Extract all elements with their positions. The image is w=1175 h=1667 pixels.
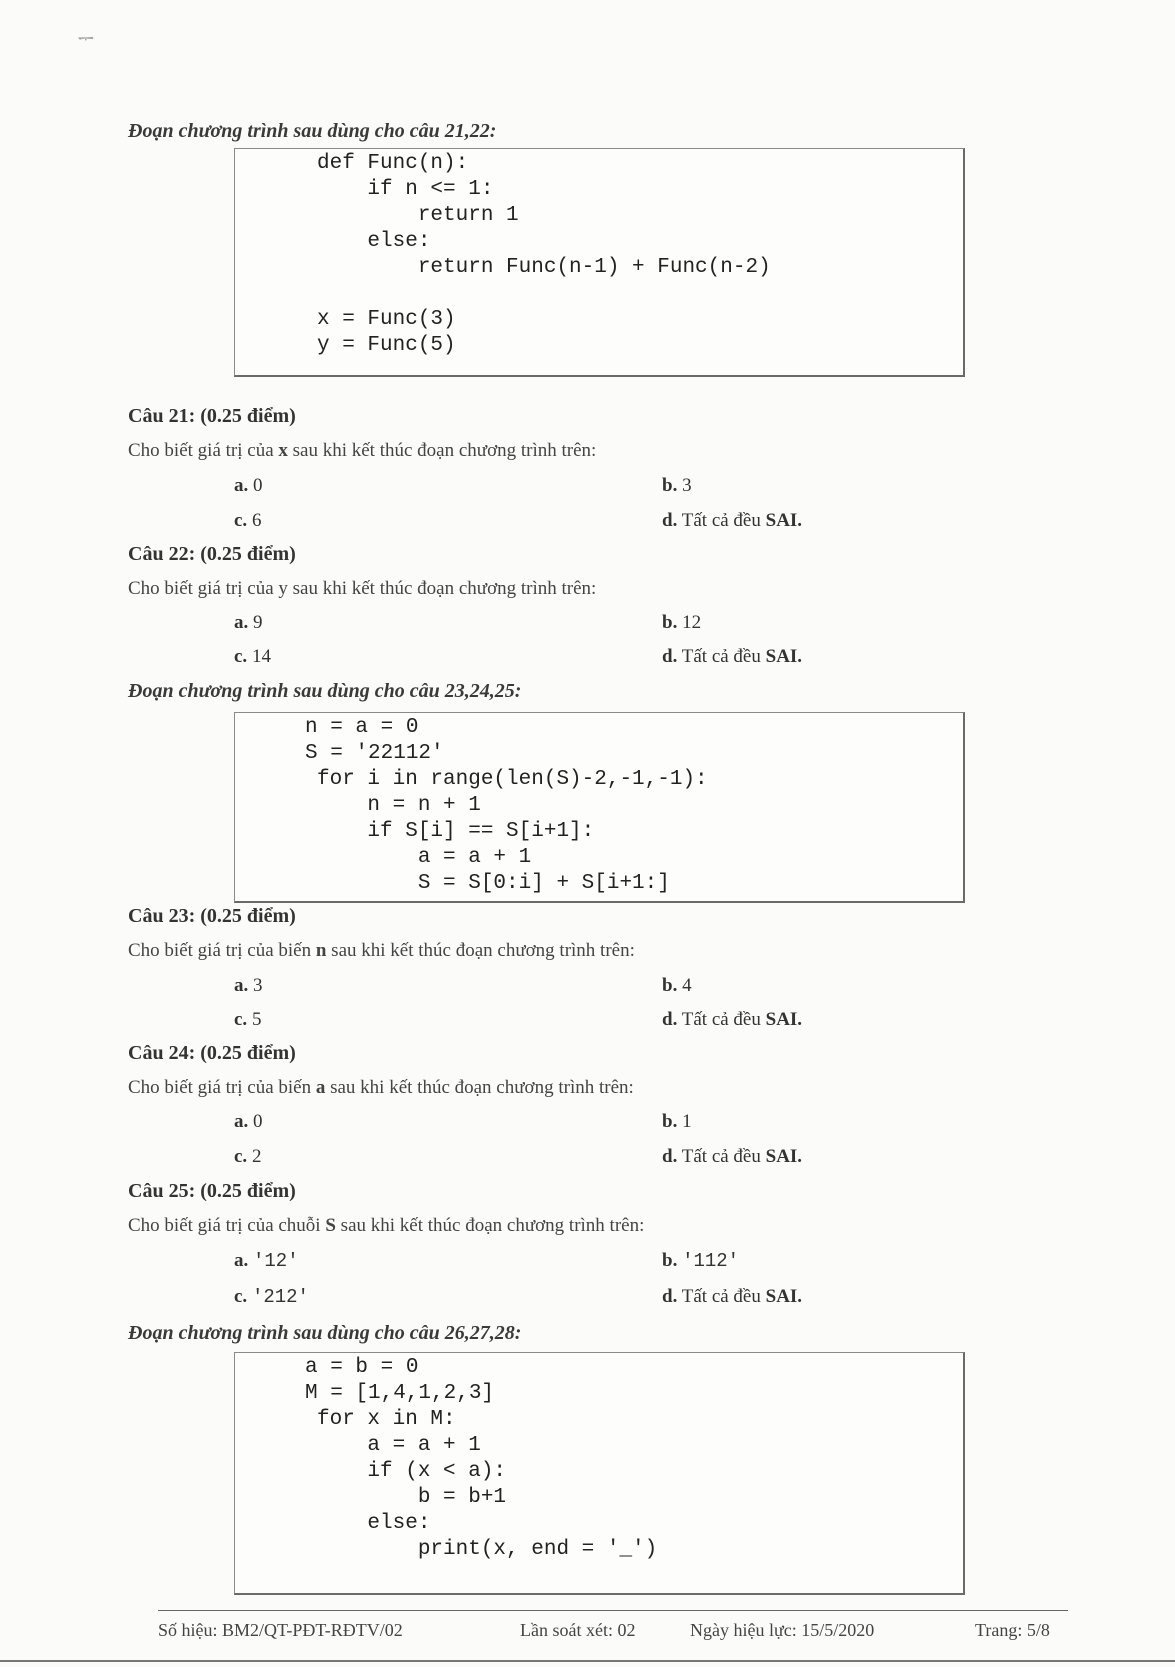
- code-intro-23-25: Đoạn chương trình sau dùng cho câu 23,24,25:: [128, 680, 522, 702]
- option-a[interactable]: a. 0: [234, 1111, 263, 1132]
- option-c[interactable]: c. 5: [234, 1009, 262, 1030]
- code-line: S = '22112': [305, 742, 444, 765]
- option-d[interactable]: d. Tất cả đều SAI.: [662, 510, 803, 531]
- question-title: Câu 23: (0.25 điểm): [128, 905, 296, 927]
- code-line: print(x, end = '_'): [317, 1538, 658, 1561]
- code-line: M = [1,4,1,2,3]: [305, 1382, 495, 1405]
- code-line: for i in range(len(S)-2,-1,-1):: [317, 768, 708, 791]
- code-line: y = Func(5): [317, 334, 456, 357]
- code-line: a = a + 1: [317, 1434, 481, 1457]
- option-b[interactable]: b. 12: [662, 612, 702, 633]
- code-block-2: [234, 712, 965, 903]
- question-title: Câu 25: (0.25 điểm): [128, 1180, 296, 1202]
- code-line: a = a + 1: [317, 846, 532, 869]
- code-line: S = S[0:i] + S[i+1:]: [317, 872, 670, 895]
- code-line: else:: [317, 1512, 431, 1535]
- code-intro-26-28: Đoạn chương trình sau dùng cho câu 26,27,28:: [128, 1322, 522, 1344]
- code-line: def Func(n):: [317, 152, 469, 175]
- code-line: return 1: [317, 204, 519, 227]
- code-line: b = b+1: [317, 1486, 507, 1509]
- footer-divider: [158, 1610, 1068, 1611]
- bottom-edge-line: [0, 1660, 1175, 1662]
- option-d[interactable]: d. Tất cả đều SAI.: [662, 646, 803, 667]
- footer-revision: Lần soát xét: 02: [520, 1620, 636, 1640]
- question-text: Cho biết giá trị của biến a sau khi kết thúc đoạn chương trình trên:: [128, 1077, 634, 1098]
- question-text: Cho biết giá trị của x sau khi kết thúc đoạn chương trình trên:: [128, 440, 597, 461]
- question-title: Câu 22: (0.25 điểm): [128, 543, 296, 565]
- code-line: return Func(n-1) + Func(n-2): [317, 256, 771, 279]
- code-block-1: [234, 148, 965, 377]
- scan-mark: ᆕ: [78, 31, 94, 48]
- code-line: if n <= 1:: [317, 178, 494, 201]
- option-c[interactable]: c. 2: [234, 1146, 262, 1167]
- code-line: x = Func(3): [317, 308, 456, 331]
- question-text: Cho biết giá trị của biến n sau khi kết thúc đoạn chương trình trên:: [128, 940, 635, 961]
- option-d[interactable]: d. Tất cả đều SAI.: [662, 1286, 803, 1307]
- question-title: Câu 24: (0.25 điểm): [128, 1042, 296, 1064]
- option-c[interactable]: c. '212': [234, 1286, 309, 1308]
- option-c[interactable]: c. 14: [234, 646, 271, 667]
- option-d[interactable]: d. Tất cả đều SAI.: [662, 1009, 803, 1030]
- code-line: if (x < a):: [317, 1460, 507, 1483]
- footer-page-number: Trang: 5/8: [975, 1620, 1050, 1640]
- option-d[interactable]: d. Tất cả đều SAI.: [662, 1146, 803, 1167]
- footer-effective-date: Ngày hiệu lực: 15/5/2020: [690, 1620, 875, 1640]
- question-text: Cho biết giá trị của y sau khi kết thúc đoạn chương trình trên:: [128, 578, 597, 599]
- option-b[interactable]: b. 1: [662, 1111, 692, 1132]
- code-line: n = n + 1: [317, 794, 481, 817]
- option-b[interactable]: b. 4: [662, 975, 692, 996]
- option-b[interactable]: b. '112': [662, 1250, 740, 1272]
- option-a[interactable]: a. 9: [234, 612, 263, 633]
- code-line: a = b = 0: [305, 1356, 419, 1379]
- footer-doc-id: Số hiệu: BM2/QT-PĐT-RĐTV/02: [158, 1620, 403, 1640]
- code-line: else:: [317, 230, 431, 253]
- code-intro-21-22: Đoạn chương trình sau dùng cho câu 21,22:: [128, 120, 497, 142]
- code-line: for x in M:: [317, 1408, 456, 1431]
- code-block-3: [234, 1352, 965, 1595]
- option-b[interactable]: b. 3: [662, 475, 692, 496]
- option-c[interactable]: c. 6: [234, 510, 262, 531]
- question-text: Cho biết giá trị của chuỗi S sau khi kết thúc đoạn chương trình trên:: [128, 1215, 645, 1236]
- code-line: n = a = 0: [305, 716, 419, 739]
- code-line: if S[i] == S[i+1]:: [317, 820, 595, 843]
- option-a[interactable]: a. 3: [234, 975, 263, 996]
- option-a[interactable]: a. 0: [234, 475, 263, 496]
- option-a[interactable]: a. '12': [234, 1250, 299, 1272]
- question-title: Câu 21: (0.25 điểm): [128, 405, 296, 427]
